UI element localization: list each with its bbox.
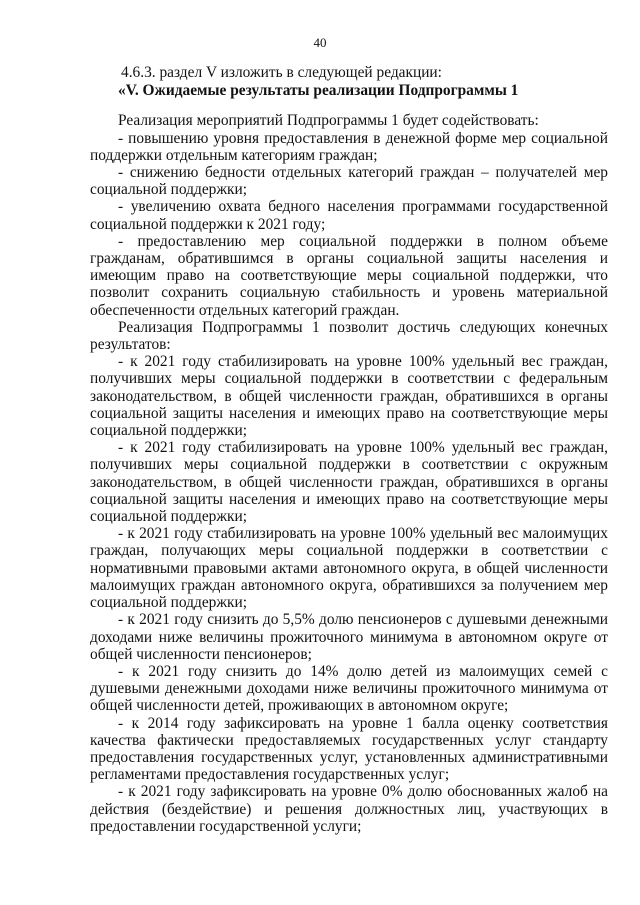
list-item: - к 2021 году стабилизировать на уровне 100% удельный вес граждан, получивших меры социальной поддержки в соответствии с окружным законодательством, в общей численности граждан, обратившихся в органы социальной защиты населения и имеющих право на соответствующие меры социальной поддержки; (90, 439, 608, 526)
list-item: - к 2014 году зафиксировать на уровне 1 балла оценку соответствия качества фактически предоставляемых государственных услуг стандарту предоставления государственных услуг, установленных административными регламентами предоставления государственных услуг; (90, 714, 608, 784)
list-item: - к 2021 году снизить до 5,5% долю пенсионеров с душевыми денежными доходами ниже величины прожиточного минимума в автономном округе от общей численности пенсионеров; (90, 611, 608, 663)
intro-paragraph-2: Реализация Подпрограммы 1 позволит достичь следующих конечных результатов: (90, 318, 608, 354)
page-number: 40 (313, 35, 327, 50)
list-item: - к 2021 году снизить до 14% долю детей из малоимущих семей с душевыми денежными доходами ниже величины прожиточного минимума от общей численности детей, проживающих в автономном округе; (90, 662, 608, 715)
list-item: - снижению бедности отдельных категорий граждан – получателей мер социальной поддержки; (90, 164, 608, 199)
amendment-instruction: 4.6.3. раздел V изложить в следующей редакции: (121, 64, 442, 81)
list-item: - к 2021 году стабилизировать на уровне 100% удельный вес малоимущих граждан, получающих меры социальной поддержки в соответствии с нормативными правовыми актами автономного округа, в общей численности малоимущих граждан автономного округа, обратившихся за получением мер социальной поддержки; (90, 525, 608, 612)
section-heading: «V. Ожидаемые результаты реализации Подпрограммы 1 (118, 82, 519, 100)
list-item: - к 2021 году зафиксировать на уровне 0% долю обоснованных жалоб на действия (бездействие) и решения должностных лиц, участвующих в предоставлении государственной услуги; (90, 783, 608, 835)
list-item: - увеличению охвата бедного населения программами государственной социальной поддержки к 2021 году; (90, 198, 608, 233)
list-item: - предоставлению мер социальной поддержки в полном объеме гражданам, обратившимся в органы социальной защиты населения и имеющим право на соответствующие меры социальной поддержки, что позволит сохранить социальную стабильность и уровень материальной обеспеченности отдельных категорий граждан. (90, 232, 608, 319)
document-body (90, 64, 608, 835)
intro-paragraph-1: Реализация мероприятий Подпрограммы 1 будет содействовать: (118, 112, 539, 130)
list-item: - повышению уровня предоставления в денежной форме мер социальной поддержки отдельным категориям граждан; (90, 129, 608, 164)
list-item: - к 2021 году стабилизировать на уровне 100% удельный вес граждан, получивших меры социальной поддержки в соответствии с федеральным законодательством, в общей численности граждан, обратившихся в органы социальной защиты населения и имеющих право на соответствующие меры социальной поддержки; (90, 353, 608, 440)
